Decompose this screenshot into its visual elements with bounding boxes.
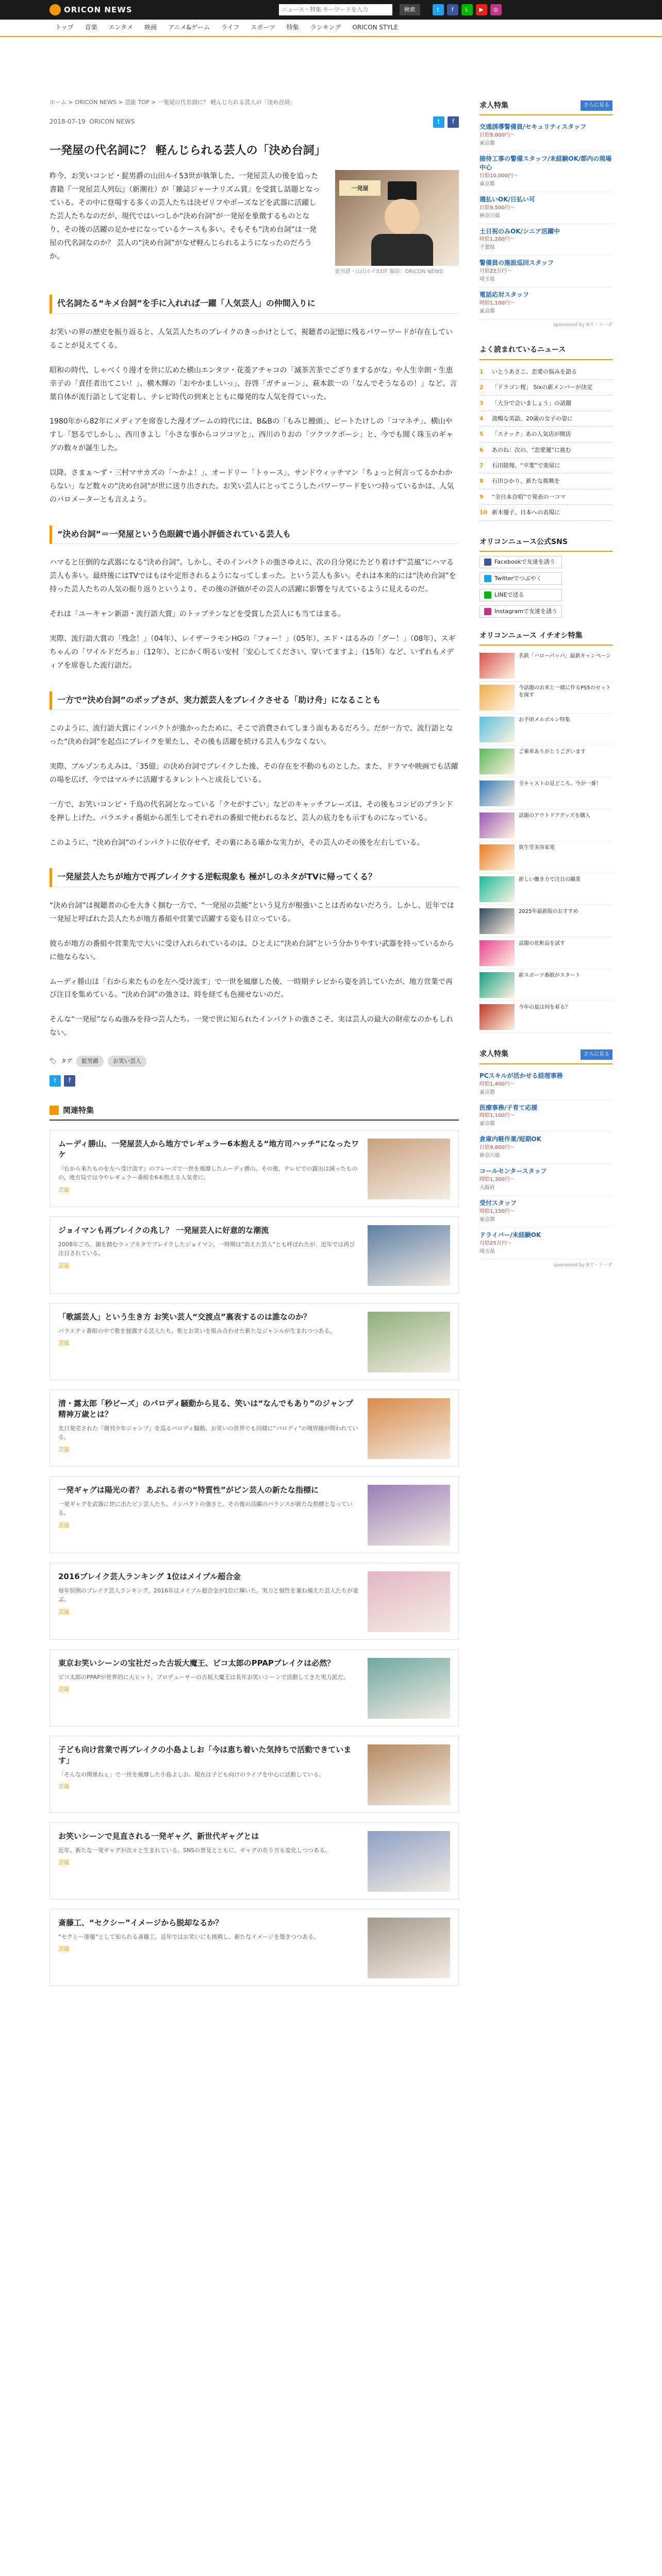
job-area: 埼玉県: [479, 277, 495, 283]
ranking-title[interactable]: あのね：次の、“恋愛運”に挑む: [492, 446, 571, 453]
facebook-icon: [484, 558, 491, 566]
pr-thumbnail: [479, 812, 515, 838]
related-card-body: [58, 1571, 359, 1633]
article-date: 2018-07-19: [49, 118, 86, 125]
article-paragraph: 以降、さまぁ～ず・三村マサカズの「～かよ！」、オードリー「トゥース」、サンドウィッチマン「ちょっと何言ってるかわからない」など数々の“決め台詞”が世に送り出された。お笑い芸人にとってこうしたパワーワードをいつ持っているかは、人気のバロメーターとも言えよう。: [49, 469, 454, 504]
pr-title[interactable]: 名鉄「ハローパッパ」最新キャンペーン: [519, 653, 611, 659]
article-title: 一発屋の代名詞に？ 軽んじられる芸人の「決め台詞」: [49, 144, 326, 157]
article-paragraph: このように、“決め台詞”のインパクトに依存せず、その裏にある確かな実力が、その芸人のその後を左右している。: [49, 838, 424, 847]
pr-title[interactable]: 2025年最新版のおすすめ: [519, 909, 578, 915]
article-paragraph: 1980年から82年にメディアを席巻した漫才ブームの時代には、B&Bの「もみじ饅頭」、ビートたけしの「コマネチ」、横山やすし「怒るでしかし」、西川きよし「小さな事からコツコツと」、西川のりおの「ツクツクボーシ」と、今でも聞く珠玉のギャグの数々が誕生した。: [49, 417, 454, 453]
ranking-title[interactable]: 石田ひかり、新たな挑戦を: [492, 478, 560, 485]
sns-button[interactable]: [479, 589, 562, 601]
related-card-title[interactable]: お笑いシーンで見直される一発ギャグ、新世代ギャグとは: [58, 1831, 259, 1841]
job-title[interactable]: ドライバー/未経験OK: [479, 1231, 541, 1239]
related-card-body: [58, 1225, 359, 1287]
pr-item[interactable]: [479, 841, 613, 873]
social-links: [433, 4, 502, 15]
pr-title[interactable]: 資生堂美容家電: [519, 845, 555, 851]
jobs-heading-text: 求人特集: [479, 101, 508, 110]
ranking-number: 5: [479, 431, 484, 438]
lead-section: [49, 170, 459, 276]
pr-thumbnail: [479, 781, 515, 806]
pr-title[interactable]: 話題の化粧品を試す: [519, 941, 565, 947]
ranking-title[interactable]: 石田陸翔、“卒業”で楽屋に: [492, 462, 560, 469]
article-paragraph: そんな“一発屋”ならぬ強みを持つ芸人たち。一発で世に知られたインパクトの強さこそ、実は芸人の最大の財産なのかもしれない。: [49, 1015, 454, 1038]
more-button[interactable]: さらに見る: [581, 1049, 613, 1060]
job-area: 東京都: [479, 308, 495, 314]
sponsor-label: sponsored by Bズ・リーダ: [553, 1262, 613, 1268]
job-title[interactable]: 接待工事の警備スタッフ/未経験OK/都内の現場中心: [479, 155, 612, 171]
article-paragraph: ハマると圧倒的な武器になる“決め台詞”。しかし、そのインパクトの強さゆえに、次の自分発にたどり着けず“芸風”にハマる芸人も多い。最終後にはTVではもはや定形されるようになってしまった。という芸人も多い。それは本来的には“決め台詞”を持った芸人たちの人気の振り返りというより、その後の評価がその芸人の活躍に影響を与えているように見えるのだ。: [49, 558, 456, 594]
article-paragraph: 彼らが地方の番組や営業先で大いに受け入れられているのは、ひとえに“決め台詞”という分かりやすい武器を持っているからに他ならない。: [49, 939, 454, 961]
related-icon: [49, 1106, 59, 1115]
pr-item[interactable]: [479, 905, 613, 937]
job-item[interactable]: [479, 192, 613, 224]
job-area: 東京都: [479, 1089, 495, 1095]
pr-title[interactable]: お手頃メルボルン特集: [519, 717, 570, 723]
pr-item[interactable]: [479, 873, 613, 905]
pr-item[interactable]: [479, 969, 613, 1001]
twitter-share-icon[interactable]: t: [49, 1075, 61, 1087]
pr-thumbnail: [479, 653, 515, 679]
ranking-item[interactable]: [479, 489, 613, 505]
breadcrumb[interactable]: ホーム > ORICON NEWS > 芸能 TOP > 一発屋の代名詞に？ 軽んじられる芸人の「決め台詞」: [49, 99, 296, 106]
job-area: 東京都: [479, 1121, 495, 1127]
job-item[interactable]: [479, 1196, 613, 1228]
related-card-title[interactable]: 「歌謡芸人」という生き方 お笑い芸人“交渡点”裏表するのは誰なのか？: [58, 1312, 311, 1321]
nav-item[interactable]: 特集: [286, 24, 299, 31]
related-card[interactable]: [49, 1736, 459, 1813]
tag-item[interactable]: 髭男爵: [76, 1056, 104, 1067]
job-title[interactable]: 週払いOK/日払い可: [479, 195, 535, 203]
ranking-item[interactable]: [479, 458, 613, 473]
article-body: [49, 295, 459, 1040]
job-item[interactable]: [479, 1164, 613, 1196]
ranking-number: 7: [479, 462, 484, 469]
ranking-item[interactable]: [479, 427, 613, 442]
sns-label: Facebookで友達を誘う: [494, 558, 555, 566]
job-title[interactable]: 交通誘導警備員/セキュリティスタッフ: [479, 123, 587, 131]
sidebar: [479, 98, 613, 1282]
pr-title[interactable]: 今話題のお米と一緒に作るPS5のセットを探す: [519, 685, 611, 698]
job-title[interactable]: 受付スタッフ: [479, 1199, 517, 1207]
related-card-category: 芸能: [58, 1859, 70, 1866]
facebook-share-icon[interactable]: f: [64, 1075, 75, 1087]
photo-sign: 一発屋: [339, 180, 380, 196]
related-card-text: 『右から来たものを左へ受け流す』のフレーズで一世を風靡したムーディ勝山。その後、テレビでの露出は減ったものの、地方局では今やレギュラー番組を6本抱える人気者に。: [58, 1165, 358, 1181]
pr-title[interactable]: 全キャストの見どころ、今が一番！: [519, 781, 601, 787]
more-button[interactable]: さらに見る: [581, 100, 613, 111]
job-salary: 時給1,300円～: [479, 1177, 515, 1183]
job-item[interactable]: [479, 287, 613, 319]
ranking-item[interactable]: [479, 396, 613, 411]
related-card[interactable]: [49, 1563, 459, 1640]
job-salary: 日給10,000円～: [479, 173, 518, 179]
nav-item[interactable]: 音楽: [85, 24, 97, 31]
nav-item[interactable]: トップ: [55, 24, 74, 31]
related-card-title[interactable]: 斎藤工、“セクシー”イメージから脱却なるか？: [58, 1918, 223, 1927]
article-paragraph: 実際、流行語大賞の「残念！」（04年）、レイザーラモンHGの「フォー！」（05年）、エド・はるみの「グー！」（08年）、スギちゃんの「ワイルドだろぉ」（12年）、とにかく明るい安村「安心してください、穿いてますよ」（15年）など、いずれもメディアを席巻した流行語だ。: [49, 634, 456, 670]
related-card-text: バラエティ番組の中で歌を披露する芸人たち。歌とお笑いを組み合わせた新たなジャンルが生まれつつある。: [58, 1327, 336, 1334]
pr-item[interactable]: [479, 714, 613, 745]
related-list: [49, 1130, 459, 1986]
job-item[interactable]: [479, 151, 613, 192]
pr-heading: [479, 628, 613, 646]
article-paragraph: “決め台詞”は視聴者の心を大きく掴む一方で、“一発屋の芸能”という見方が根強いことは否めないだろう。しかし、近年では一発屋と呼ばれた芸人たちが地方番組や営業で活躍する姿も目立っている。: [49, 902, 454, 923]
article-source: ORICON NEWS: [89, 118, 135, 125]
related-heading-text: 関連特集: [63, 1105, 94, 1115]
job-item[interactable]: [479, 1228, 613, 1260]
job-title[interactable]: 土日祝のみOK/シニア活躍中: [479, 227, 560, 235]
sns-label: Instagramで友達を誘う: [494, 608, 557, 615]
job-list-2: [479, 1069, 613, 1260]
section-heading: 一発屋芸人たちが地方で再ブレイクする逆転現象も 極がしのネタがTVに帰ってくる？: [49, 868, 459, 887]
related-card-body: [58, 1312, 359, 1374]
line-icon[interactable]: L: [461, 4, 473, 15]
pr-thumbnail: [479, 876, 515, 902]
ranking-list: [479, 364, 613, 521]
related-card-body: [58, 1398, 359, 1460]
pr-title[interactable]: 今年の夏は何を着る？: [519, 1005, 570, 1011]
job-salary: 日給9,800円～: [479, 1145, 515, 1151]
sns-heading: [479, 534, 613, 552]
ranking-number: 9: [479, 493, 484, 500]
related-card-category: 芸能: [58, 1340, 70, 1347]
ranking-number: 8: [479, 478, 484, 485]
job-item[interactable]: [479, 1132, 613, 1164]
ranking-title[interactable]: 新木優子、日本への表現に: [492, 509, 560, 516]
instagram-icon: [484, 608, 491, 615]
sns-heading-text: オリコンニュース公式SNS: [479, 537, 568, 546]
sns-label: Twitterでつぶやく: [494, 575, 542, 582]
job-salary: 時給1,200円～: [479, 236, 515, 243]
lead-photo: [335, 170, 459, 276]
job-salary: 時給1,100円～: [479, 1113, 515, 1119]
pr-title[interactable]: 話題のアウトドアグッズを購入: [519, 813, 590, 819]
ranking-title[interactable]: 「大分で会いましょう」の話題: [492, 399, 571, 406]
job-salary: 月給22万円～: [479, 268, 512, 275]
related-card-thumbnail[interactable]: [368, 1918, 450, 1978]
related-card-title[interactable]: 清・露太郎「秒ビーズ」のパロディ騒動から見る、笑いは“なんでもあり”のジャンプ精神万歳とは？: [58, 1398, 353, 1419]
pr-title[interactable]: 新スポーツ番組がスタート: [519, 973, 581, 979]
tag-icon: 🏷: [49, 1058, 57, 1065]
job-area: 神奈川県: [479, 1153, 500, 1159]
sns-button[interactable]: [479, 572, 562, 585]
job-item[interactable]: [479, 224, 613, 256]
job-title[interactable]: 電話応対スタッフ: [479, 291, 529, 299]
related-card-title[interactable]: 一発ギャグは陽光の者？ あぶれる者の“特質性”がピン芸人の新たな指標に: [58, 1485, 319, 1495]
related-card-category: 芸能: [58, 1686, 70, 1693]
ranking-item[interactable]: [479, 380, 613, 395]
job-salary: 時給1,100円～: [479, 300, 515, 306]
related-card-text: 「そんなの関係ねぇ」で一世を風靡した小島よしお。現在は子ども向けのライブを中心に活動している。: [58, 1771, 325, 1778]
related-card-title[interactable]: 東京お笑いシーンの宝社だった古坂大魔王、ピコ太郎のPPAPブレイクは必然？: [58, 1658, 335, 1668]
pr-thumbnail: [479, 685, 515, 710]
twitter-share-icon[interactable]: t: [433, 116, 444, 128]
related-card-category: 芸能: [58, 1521, 70, 1529]
job-salary: 月給25万円～: [479, 1240, 512, 1246]
section-heading: 代名詞たる“キメ台詞”を手に入れれば一躍「人気芸人」の仲間入りに: [49, 295, 459, 314]
ranking-number: 2: [479, 384, 484, 391]
related-card-thumbnail[interactable]: [368, 1831, 450, 1892]
facebook-icon[interactable]: f: [447, 4, 458, 15]
ranking-item[interactable]: [479, 364, 613, 380]
job-area: 東京都: [479, 181, 495, 187]
facebook-share-icon[interactable]: f: [448, 116, 459, 128]
top-bar: [0, 0, 662, 20]
ranking-title[interactable]: いとうあさこ、恋愛の悩みを語る: [492, 368, 577, 375]
main-nav: [0, 20, 662, 37]
related-card-thumbnail[interactable]: [368, 1744, 450, 1805]
search-input[interactable]: [279, 4, 392, 15]
job-item[interactable]: [479, 1100, 613, 1132]
sns-button[interactable]: [479, 556, 562, 568]
section-heading: 一方で“決め台詞”のポップさが、実力派芸人をブレイクさせる「助け舟」になることも: [49, 691, 459, 710]
line-icon: [484, 591, 491, 599]
ranking-heading-text: よく読まれているニュース: [479, 346, 566, 354]
related-card-thumbnail[interactable]: [368, 1485, 450, 1546]
job-item[interactable]: [479, 120, 613, 151]
article-paragraph: 一方で、お笑いコンビ・千鳥の代名詞となっている「クセがすごい」などのキャッチフレーズは、その後もコンビのブランドを押し上げた。バラエティ番組から派生してそれぞれの番組で使われるなど、芸人の底力をも示すものになっている。: [49, 800, 453, 822]
related-card-thumbnail[interactable]: [368, 1312, 450, 1372]
jobs2-heading: [479, 1046, 613, 1064]
related-card-body: [58, 1139, 359, 1200]
nav-item[interactable]: ライフ: [221, 24, 240, 31]
job-area: 東京都: [479, 1216, 495, 1223]
related-card[interactable]: [49, 1130, 459, 1207]
jobs2-heading-text: 求人特集: [479, 1050, 508, 1059]
twitter-icon[interactable]: t: [433, 4, 444, 15]
ranking-heading: [479, 342, 613, 360]
related-card-category: 芸能: [58, 1186, 70, 1193]
article-lead: 昨今、お笑いコンビ・髭男爵の山田ルイ53世が執筆した、一発屋芸人の後を追った書籍『一発屋芸人列伝』（新潮社）が「雑誌ジャーナリズム賞」を受賞し話題となっている。その中に登場する多くの芸人たちは決ゼリフやポーズなどを武器に活躍した芸人たちなのだが、現代ではいつしか“決め台詞”が一発屋を象徴するものとなり、その後の活躍の足かせになっているケースも多い。そもそも“決め台詞”は一発屋の代名詞なのか？ 芸人の“決め台詞”がなぜ軽んじられるようになったのだろうか。: [49, 172, 320, 261]
section-heading: “決め台詞”＝一発屋という色眼鏡で過小評価されている芸人も: [49, 526, 459, 545]
pr-title[interactable]: ご乗車ありがとうございます: [519, 749, 586, 755]
pr-thumbnail: [479, 972, 515, 998]
related-card-body: [58, 1485, 359, 1547]
ranking-item[interactable]: [479, 411, 613, 427]
related-card-category: 芸能: [58, 1608, 70, 1615]
site-logo[interactable]: [49, 4, 133, 16]
share-bar: [433, 116, 459, 128]
related-card[interactable]: [49, 1822, 459, 1900]
sponsor-label: sponsored by Bズ・リーダ: [553, 322, 613, 328]
related-card-body: [58, 1744, 359, 1806]
nav-item[interactable]: スポーツ: [251, 24, 275, 31]
job-salary: 日給9,000円～: [479, 132, 515, 139]
job-area: 千葉県: [479, 245, 495, 251]
job-salary: 時給1,150円～: [479, 1208, 515, 1214]
search-button[interactable]: 検索: [400, 4, 420, 15]
tag-item[interactable]: お笑い芸人: [108, 1056, 146, 1067]
job-item[interactable]: [479, 256, 613, 287]
sns-list: [479, 556, 613, 618]
related-card-category: 芸能: [58, 1446, 70, 1453]
related-card-text: 先日発売された『週刊少年ジャンプ』を巡るパロディ騒動。お笑いの世界でも同様に“パロディ”の境界線が問われている。: [58, 1425, 358, 1441]
ranking-number: 3: [479, 399, 484, 406]
related-card-title[interactable]: ムーディ勝山、一発屋芸人から地方でレギュラー6本抱える“地方司ハッチ”になったワケ: [58, 1139, 359, 1159]
bottom-share-bar: [49, 1075, 459, 1087]
related-card[interactable]: [49, 1909, 459, 1986]
related-card-text: “セクシー俳優”として知られる斎藤工。近年ではお笑いにも挑戦し、新たなイメージを築きつつある。: [58, 1933, 320, 1940]
article-paragraph: ムーディ勝山は「右から来たものを左へ受け流す」で一世を風靡した後、一時期テレビから姿を消していたが、地方営業で再び注目を集めている。“決め台詞”の強さは、時を経ても色褪せないのだ。: [49, 977, 453, 999]
job-title[interactable]: PCスキルが活かせる経理事務: [479, 1072, 563, 1079]
related-card-thumbnail[interactable]: [368, 1658, 450, 1719]
ranking-title[interactable]: “全日本合唱”で発表の一コマ: [492, 493, 566, 500]
ranking-number: 6: [479, 446, 484, 453]
photo-caption: 髭男爵・山田ルイ53世 撮影：ORICON NEWS: [335, 269, 443, 275]
related-card-title[interactable]: 2016ブレイク芸人ランキング 1位はメイプル超合金: [58, 1571, 241, 1581]
related-card-thumbnail[interactable]: [368, 1225, 450, 1286]
nav-item[interactable]: アニメ&ゲーム: [168, 24, 210, 31]
related-card-body: [58, 1918, 359, 1979]
pr-thumbnail: [479, 1004, 515, 1030]
tag-list: [49, 1056, 459, 1067]
related-card-category: 芸能: [58, 1262, 70, 1269]
job-area: 埼玉県: [479, 1248, 495, 1255]
job-title[interactable]: 医療事務/子育て応援: [479, 1104, 538, 1111]
pr-item[interactable]: [479, 682, 613, 714]
jobs-heading: [479, 98, 613, 115]
twitter-icon: [484, 575, 491, 582]
pr-title[interactable]: 新しい働き方で注目の職業: [519, 877, 581, 883]
article-meta: [49, 116, 459, 128]
related-card-category: 芸能: [58, 1783, 70, 1790]
related-card-title[interactable]: 子ども向け営業で再ブレイクの小島よしお「今は恵ち着いた気持ちで活動できています」: [58, 1744, 352, 1765]
related-heading: [49, 1104, 459, 1121]
related-card-title[interactable]: ジョイマンも再ブレイクの兆し？ 一発屋芸人に好意的な潮流: [58, 1225, 269, 1235]
related-card-text: 毎年恒例のブレイク芸人ランキング。2016年はメイプル超合金が1位に輝いた。実力と個性を兼ね備えた芸人たちが並ぶ。: [58, 1587, 359, 1603]
instagram-icon[interactable]: ◎: [490, 4, 502, 15]
pr-thumbnail: [479, 908, 515, 934]
related-card-body: [58, 1658, 359, 1720]
ranking-number: 1: [479, 368, 484, 375]
ranking-item[interactable]: [479, 443, 613, 458]
related-card-text: ピコ太郎のPPAPが世界的に大ヒット。プロデューサーの古坂大魔王は長年お笑いシーンで活動してきた実力派だ。: [58, 1673, 349, 1681]
pr-thumbnail: [479, 844, 515, 870]
related-card-text: 2008年ごろ、韻を踏むラップネタでブレイクしたジョイマン。一時期は“消えた芸人”とも呼ばれたが、近年では再び注目されている。: [58, 1241, 355, 1257]
pr-thumbnail: [479, 749, 515, 774]
related-card-text: 一発ギャグを武器に世に出たピン芸人たち。インパクトの強さと、その後の活躍のバランスが新たな指標となっている。: [58, 1500, 353, 1517]
oricon-logo-icon: [49, 4, 61, 15]
pr-item[interactable]: [479, 937, 613, 969]
ranking-item[interactable]: [479, 473, 613, 489]
job-area: 東京都: [479, 141, 495, 147]
job-area: 大阪府: [479, 1185, 495, 1191]
pr-thumbnail: [479, 717, 515, 742]
job-list: [479, 120, 613, 319]
related-card-category: 芸能: [58, 1945, 70, 1953]
sns-label: LINEで送る: [494, 591, 524, 599]
ranking-title[interactable]: 「スナック」あの人気店が開店: [492, 431, 571, 438]
pr-item[interactable]: [479, 809, 613, 841]
job-area: 神奈川県: [479, 213, 500, 219]
ranking-title[interactable]: 「ドラゴン桜」 Sixの新メンバーが決定: [492, 384, 593, 391]
related-card-thumbnail[interactable]: [368, 1398, 450, 1459]
pr-item[interactable]: [479, 745, 613, 777]
related-card-body: [58, 1831, 359, 1893]
tags-label: タグ: [60, 1058, 72, 1065]
sns-button[interactable]: [479, 605, 562, 618]
job-title[interactable]: 倉庫内軽作業/短期OK: [479, 1136, 541, 1143]
job-title[interactable]: 警備員の施設巡回スタッフ: [479, 259, 554, 267]
related-card-text: 近年、新たな一発ギャグが次々と生まれている。SNSの普及とともに、ギャグの在り方も変化しつつある。: [58, 1846, 331, 1854]
related-card[interactable]: [49, 1389, 459, 1467]
job-item[interactable]: [479, 1069, 613, 1100]
nav-item[interactable]: 映画: [144, 24, 157, 31]
article-paragraph: このように、流行語大賞にインパクトが強かったために、そこで消費されてしまう面もあるだろう。だが一方で、流行語となった“決め台詞”を起点にブレイクを果たし、その後も活躍を続ける芸人も少なくない。: [49, 724, 453, 747]
article-paragraph: それは「ユーキャン新語・流行語大賞」のトップテンなどを受賞した芸人にも当てはまる。: [49, 610, 345, 619]
pr-list: [479, 650, 613, 1033]
pr-thumbnail: [479, 940, 515, 966]
related-card-thumbnail[interactable]: [368, 1571, 450, 1632]
site-logo-text: ORICON NEWS: [64, 5, 133, 14]
pr-item[interactable]: [479, 1001, 613, 1033]
related-card-thumbnail[interactable]: [368, 1139, 450, 1199]
article-main: [49, 98, 459, 1995]
related-card[interactable]: [49, 1476, 459, 1553]
ranking-title[interactable]: 流暢な英語、20歳の女子の姿に: [492, 415, 573, 422]
article-paragraph: 実際、ブルゾンちえみは、「35億」の決め台詞でブレイクした後、その存在を不動のものとした。また、ドラマや映画でも活躍の場を広げ、今ではマルチに活躍するタレントへと成長している。: [49, 762, 458, 784]
pr-item[interactable]: [479, 650, 613, 682]
ranking-number: 4: [479, 415, 484, 422]
lead-photo-image[interactable]: [335, 170, 459, 266]
article-paragraph: お笑いの界の歴史を振り返ると、人気芸人たちのブレイクのきっかけとして、視聴者の記憶に残るパワーワードが存在していることが見えてくる。: [49, 328, 453, 350]
related-card[interactable]: [49, 1216, 459, 1294]
nav-item[interactable]: エンタメ: [108, 24, 134, 31]
related-card[interactable]: [49, 1303, 459, 1380]
ranking-item[interactable]: [479, 505, 613, 520]
nav-item[interactable]: ORICON STYLE: [352, 24, 398, 31]
job-title[interactable]: コールセンタースタッフ: [479, 1167, 547, 1175]
pr-item[interactable]: [479, 777, 613, 809]
job-salary: 日給9,500円～: [479, 205, 515, 211]
youtube-icon[interactable]: ▶: [476, 4, 487, 15]
article-paragraph: 昭和の時代、しゃべくり漫才を世に広めた横山エンタツ・花菱アチャコの「滅茶苦茶でござりまするがな」や人生幸朗・生恵幸子の「責任者出てこい！」、横木輝の「おやかましいっ」、谷啓「ガチョーン」、萩本欽一の「なんでそうなるの！」など、言葉自体が流行語として定着し、テレビ時代の到来とともに爆発的な人気を得ていった。: [49, 366, 457, 401]
pr-heading-text: オリコンニュース イチオシ特集: [479, 632, 583, 640]
nav-item[interactable]: ランキング: [310, 24, 341, 31]
related-card[interactable]: [49, 1649, 459, 1726]
ranking-number: 10: [479, 509, 488, 516]
job-salary: 時給1,400円～: [479, 1081, 515, 1087]
